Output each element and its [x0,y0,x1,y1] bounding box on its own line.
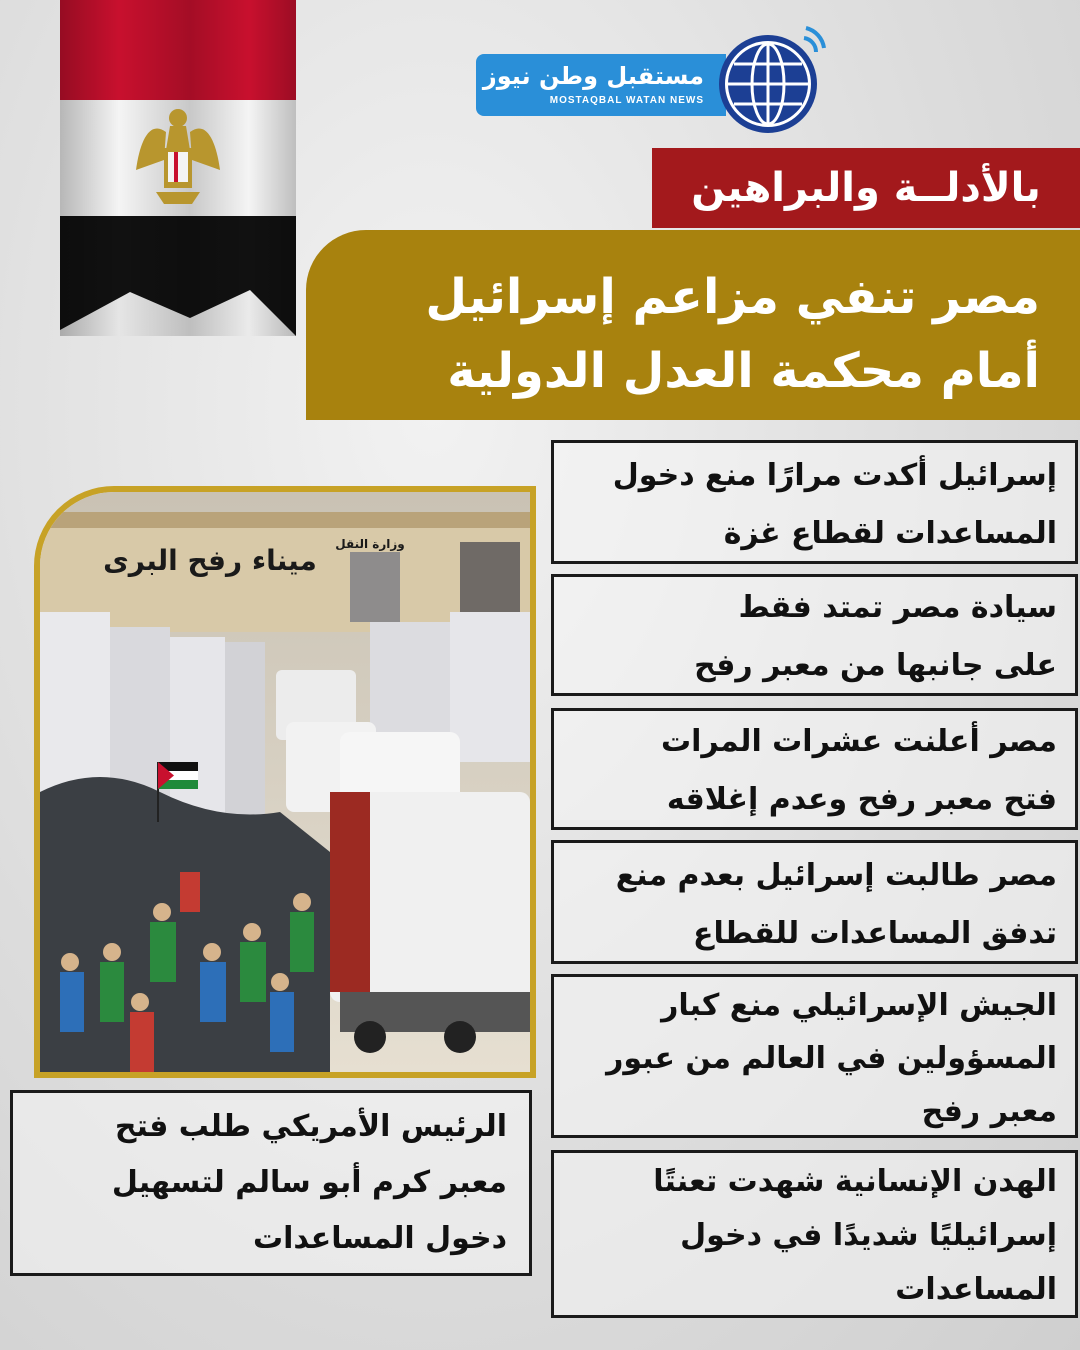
fact-1-line-1: إسرائيل أكدت مرارًا منع دخول [612,458,1057,493]
fact-box-2 [551,574,1078,696]
fact-1-line-2: المساعدات لقطاع غزة [723,516,1057,551]
brand-name-en: MOSTAQBAL WATAN NEWS [549,95,704,106]
us-fact-line-3: دخول المساعدات [252,1221,507,1256]
fact-5-line-1: الجيش الإسرائيلي منع كبار [661,988,1057,1023]
rafah-crossing-photo [34,486,536,1078]
logo-pill [476,54,726,116]
fact-box-1 [551,440,1078,564]
fact-box-4 [551,840,1078,964]
headline-line-1: مصر تنفي مزاعم إسرائيل [425,269,1040,325]
egypt-flag-banner [60,0,296,340]
globe-broadcast-icon [716,26,826,136]
us-fact-line-1: الرئيس الأمريكي طلب فتح [114,1109,507,1144]
fact-5-line-2: المسؤولين في العالم من عبور [606,1041,1057,1076]
fact-6-line-3: المساعدات [895,1272,1057,1307]
crossing-sign: ميناء رفح البرى [103,544,317,577]
fact-6-line-2: إسرائيليًا شديدًا في دخول [680,1218,1057,1253]
us-president-fact-box [10,1090,532,1276]
fact-6-line-1: الهدن الإنسانية شهدت تعنتًا [653,1164,1057,1199]
fact-3-line-2: فتح معبر رفح وعدم إغلاقه [666,782,1057,817]
fact-box-6 [551,1150,1078,1318]
fact-box-5 [551,974,1078,1138]
fact-3-line-1: مصر أعلنت عشرات المرات [660,724,1057,759]
brand-logo [476,26,836,136]
fact-2-line-1: سيادة مصر تمتد فقط [738,590,1057,625]
fact-4-line-2: تدفق المساعدات للقطاع [693,916,1057,951]
headline-box [306,230,1080,420]
evidence-tag: بالأدلــة والبراهين [652,148,1080,228]
fact-4-line-1: مصر طالبت إسرائيل بعدم منع [615,858,1057,893]
us-fact-line-2: معبر كرم أبو سالم لتسهيل [111,1165,507,1200]
brand-name-ar: مستقبل وطن نيوز [482,62,704,90]
fact-2-line-2: على جانبها من معبر رفح [694,648,1057,683]
headline-line-2: أمام محكمة العدل الدولية [447,343,1040,399]
fact-5-line-3: معبر رفح [921,1094,1057,1129]
fact-box-3 [551,708,1078,830]
ministry-sign: وزارة النقل [335,537,405,551]
